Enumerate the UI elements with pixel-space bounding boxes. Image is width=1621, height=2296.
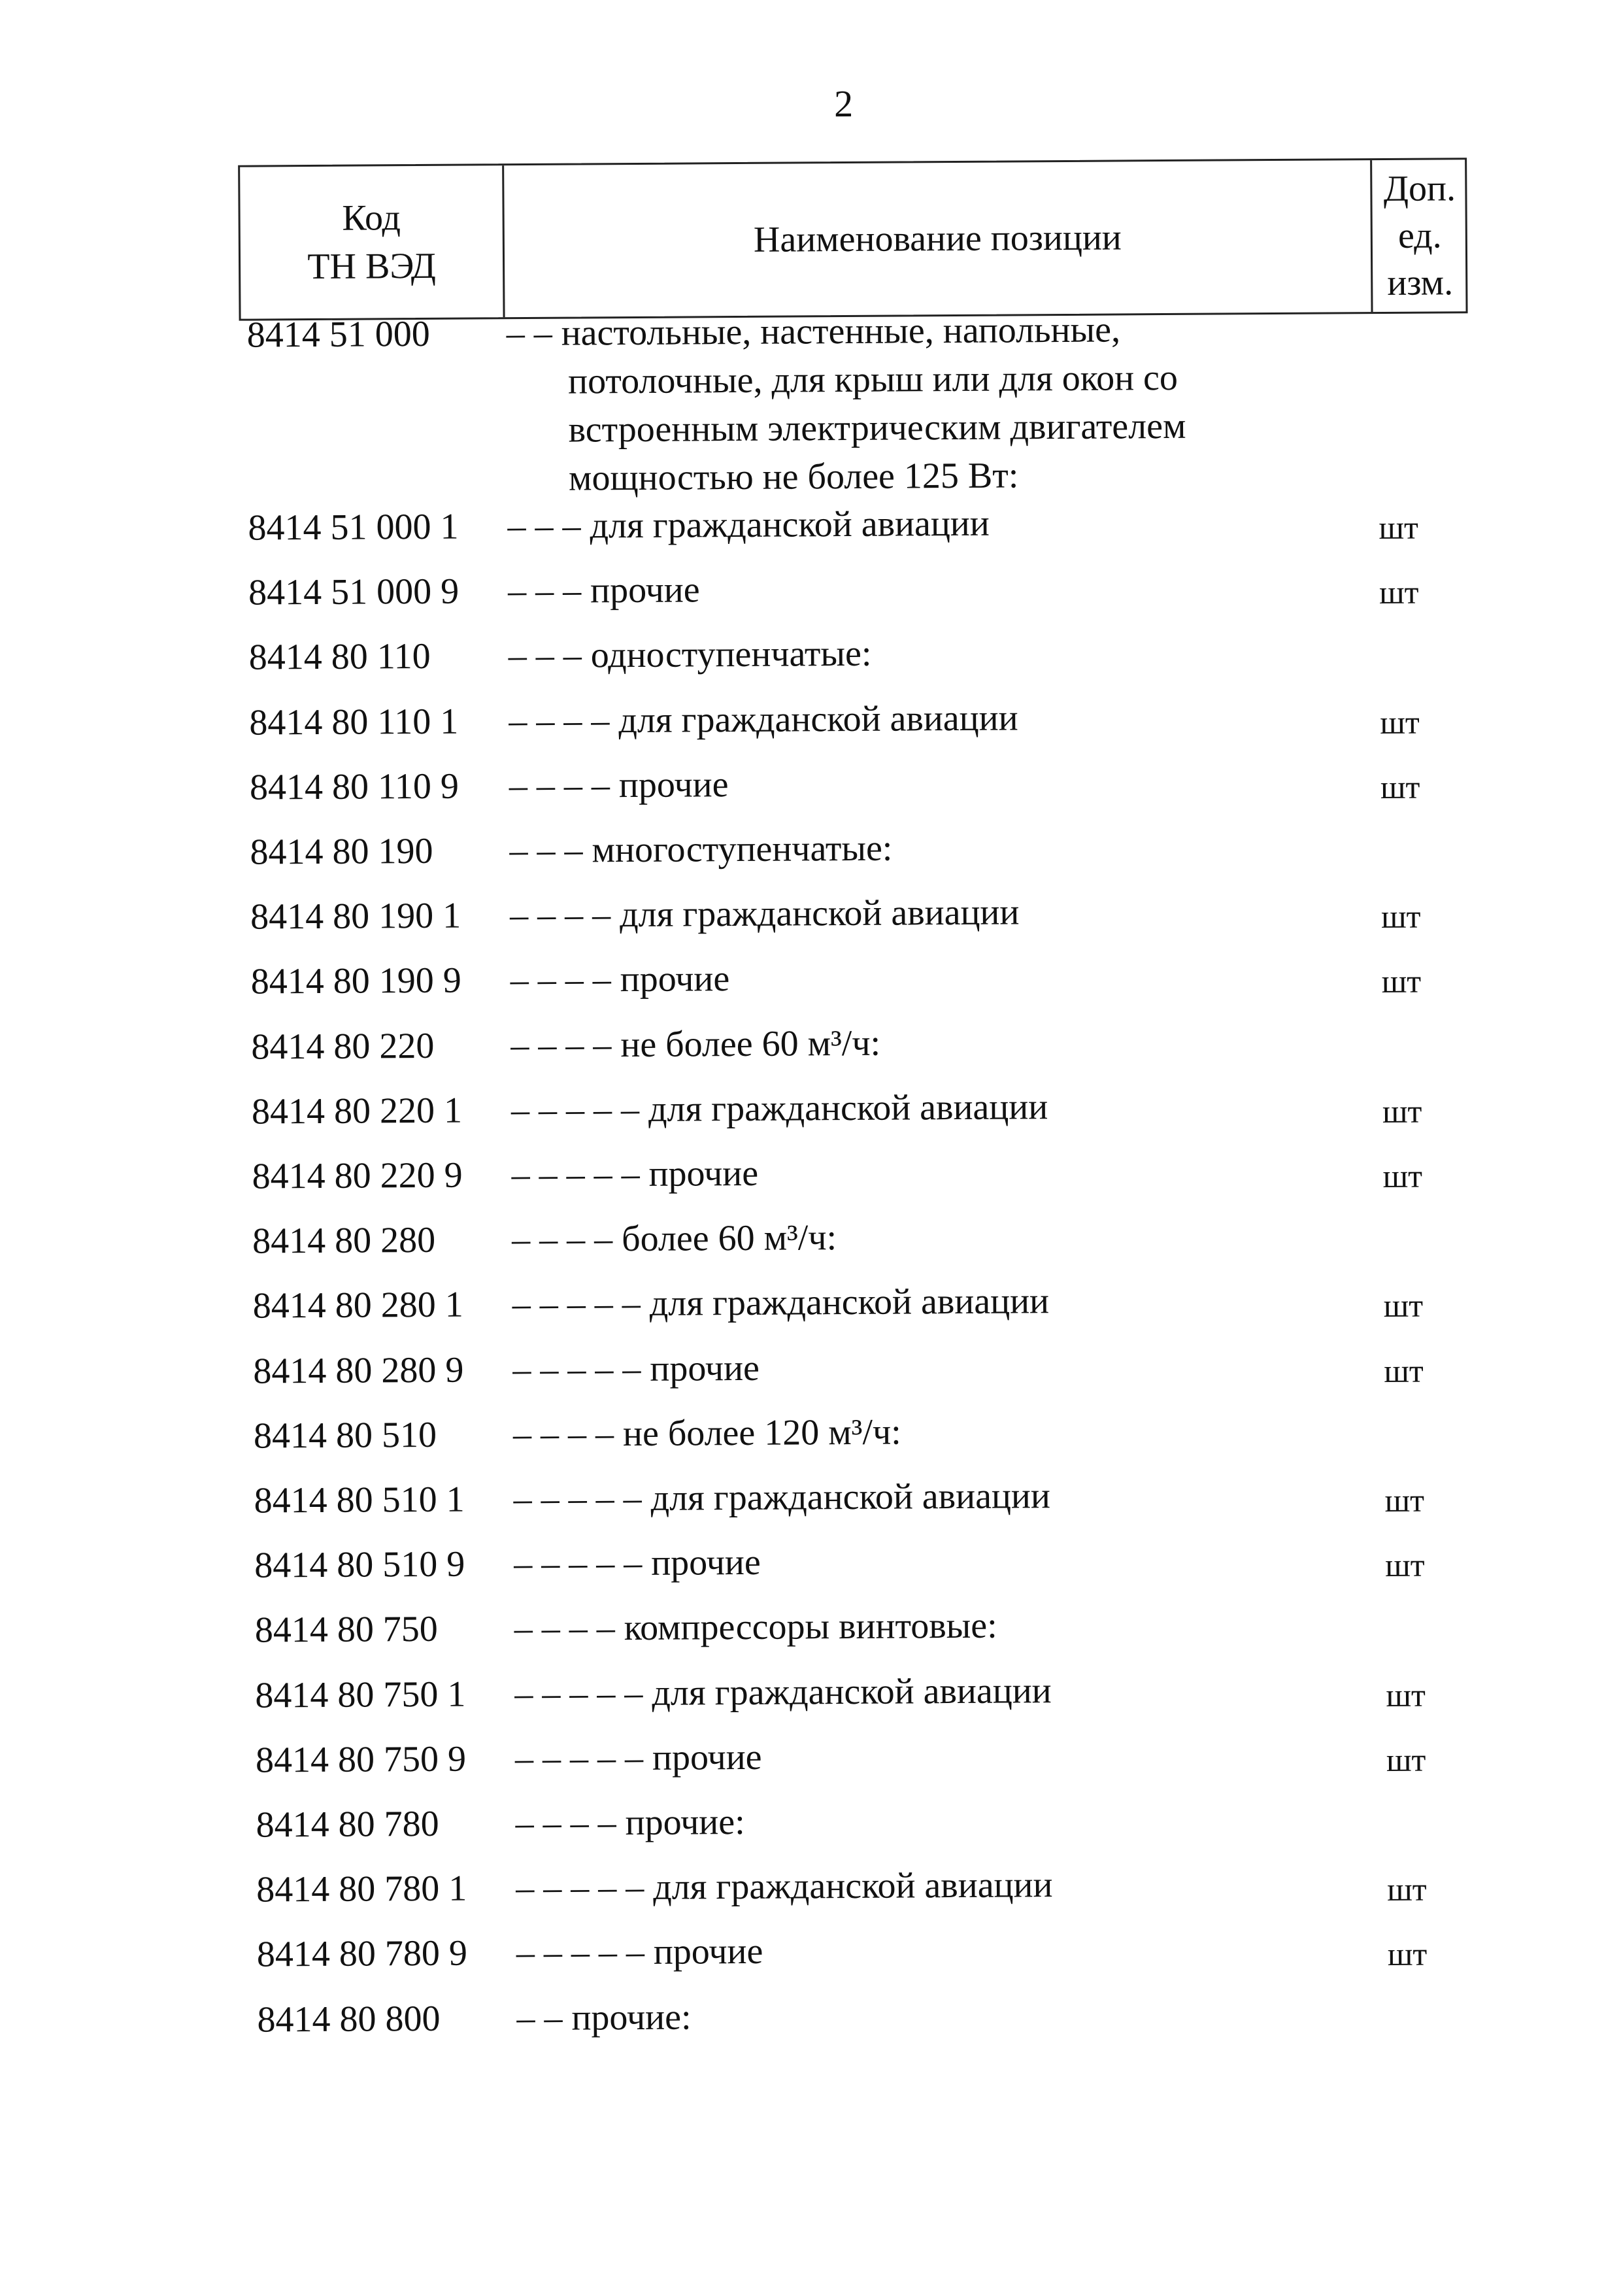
table-row bbox=[256, 1793, 1479, 1859]
header-unit-line3: изм. bbox=[1387, 262, 1454, 303]
table-row bbox=[252, 1209, 1475, 1275]
row-code: 8414 80 220 9 bbox=[252, 1155, 463, 1197]
row-unit: шт bbox=[1382, 1092, 1422, 1130]
row-code: 8414 80 750 bbox=[254, 1609, 439, 1651]
row-unit: шт bbox=[1387, 1870, 1427, 1908]
row-description: – – – прочие bbox=[507, 569, 700, 612]
table-row bbox=[253, 1340, 1476, 1406]
header-unit-line1: Доп. bbox=[1383, 168, 1456, 209]
row-code: 8414 80 750 1 bbox=[255, 1674, 466, 1716]
row-unit: шт bbox=[1384, 1481, 1425, 1519]
table-row bbox=[257, 1923, 1480, 1989]
page-number: 2 bbox=[833, 82, 854, 126]
table-row bbox=[254, 1404, 1477, 1470]
row-code: 8414 80 110 9 bbox=[249, 766, 460, 808]
row-code: 8414 80 190 9 bbox=[250, 960, 461, 1002]
table-row bbox=[255, 1599, 1478, 1665]
row-description-line: мощностью не более 125 Вт: bbox=[568, 455, 1019, 499]
row-description: – – – – для гражданской авиации bbox=[509, 892, 1020, 936]
table-row bbox=[248, 561, 1471, 627]
row-code: 8414 80 220 bbox=[251, 1025, 435, 1068]
row-description: – – – – – прочие bbox=[512, 1347, 760, 1390]
row-code: 8414 80 750 9 bbox=[255, 1738, 467, 1781]
row-description: – – – – – для гражданской авиации bbox=[512, 1281, 1050, 1325]
row-description: – – – – для гражданской авиации bbox=[509, 698, 1018, 741]
table-row bbox=[249, 691, 1472, 757]
row-code: 8414 80 110 bbox=[248, 636, 431, 678]
row-description: – – – – – для гражданской авиации bbox=[510, 1086, 1048, 1130]
row-code: 8414 80 280 1 bbox=[252, 1285, 463, 1326]
table-row bbox=[248, 496, 1471, 562]
row-description: – – – – – для гражданской авиации bbox=[516, 1865, 1053, 1909]
row-code: 8414 80 220 1 bbox=[251, 1090, 463, 1132]
table-row bbox=[249, 626, 1472, 692]
row-code: 8414 80 280 9 bbox=[253, 1349, 464, 1392]
table-header bbox=[238, 158, 1467, 320]
row-description: – – – – – для гражданской авиации bbox=[513, 1476, 1051, 1520]
header-code-line2: ТН ВЭД bbox=[307, 245, 437, 288]
row-unit: шт bbox=[1381, 898, 1421, 936]
row-code: 8414 51 000 1 bbox=[248, 506, 459, 549]
row-unit: шт bbox=[1380, 768, 1420, 805]
row-unit: шт bbox=[1386, 1741, 1426, 1778]
row-description-line: – – настольные, настенные, напольные, bbox=[506, 309, 1121, 354]
header-unit-line2: ед. bbox=[1397, 215, 1442, 256]
row-description: – – – многоступенчатые: bbox=[509, 828, 893, 871]
row-description: – – – – – прочие bbox=[514, 1542, 761, 1585]
header-code-cell bbox=[240, 165, 505, 318]
row-code: 8414 80 780 bbox=[256, 1803, 439, 1846]
row-unit: шт bbox=[1379, 573, 1419, 611]
row-code: 8414 80 110 1 bbox=[249, 701, 459, 743]
table-row bbox=[254, 1469, 1477, 1535]
row-unit: шт bbox=[1381, 963, 1422, 1000]
table-row bbox=[255, 1664, 1478, 1730]
row-code: 8414 80 780 1 bbox=[256, 1868, 467, 1910]
row-unit: шт bbox=[1380, 703, 1420, 741]
table-row bbox=[250, 756, 1473, 822]
table-row bbox=[256, 1858, 1479, 1924]
row-description: – – – – – прочие bbox=[514, 1736, 762, 1779]
row-code: 8414 80 190 1 bbox=[250, 895, 461, 937]
row-description: – – – для гражданской авиации bbox=[507, 503, 990, 547]
row-code: 8414 80 800 bbox=[257, 1998, 441, 2040]
row-code: 8414 80 510 1 bbox=[254, 1479, 465, 1521]
row-unit: шт bbox=[1386, 1676, 1426, 1714]
row-unit: шт bbox=[1385, 1546, 1425, 1584]
header-name: Наименование позиции bbox=[753, 217, 1122, 260]
row-code: 8414 51 000 bbox=[246, 313, 430, 356]
row-description: – – прочие: bbox=[516, 1997, 692, 2038]
header-name-cell bbox=[504, 160, 1373, 317]
table-row bbox=[251, 951, 1474, 1017]
row-description-line: потолочные, для крыш или для окон со bbox=[567, 357, 1178, 402]
row-description: – – – – – прочие bbox=[516, 1931, 763, 1974]
table-row bbox=[257, 1988, 1480, 2054]
table-row bbox=[254, 1534, 1477, 1600]
row-description: – – – одноступенчатые: bbox=[508, 633, 872, 677]
row-description-line: встроенным электрическим двигателем bbox=[568, 405, 1186, 450]
row-unit: шт bbox=[1387, 1936, 1428, 1973]
row-description: – – – – прочие bbox=[510, 958, 730, 1001]
row-unit: шт bbox=[1384, 1352, 1424, 1389]
row-description: – – – – прочие bbox=[509, 764, 729, 806]
row-description: – – – – прочие: bbox=[515, 1802, 745, 1844]
row-description: – – – – не более 120 м³/ч: bbox=[512, 1411, 901, 1455]
row-unit: шт bbox=[1382, 1157, 1423, 1195]
row-code: 8414 80 510 9 bbox=[254, 1544, 465, 1586]
table-row bbox=[256, 1729, 1479, 1795]
row-code: 8414 80 780 9 bbox=[256, 1933, 468, 1975]
table-row bbox=[250, 885, 1473, 951]
table-row bbox=[250, 820, 1473, 886]
table-row bbox=[252, 1145, 1475, 1211]
table-row bbox=[247, 303, 1471, 507]
header-unit-cell bbox=[1372, 160, 1467, 312]
row-description bbox=[506, 305, 1186, 503]
table-row bbox=[253, 1275, 1476, 1341]
header-code-line1: Код bbox=[342, 197, 401, 239]
row-code: 8414 51 000 9 bbox=[248, 571, 460, 613]
row-description: – – – – более 60 м³/ч: bbox=[512, 1217, 837, 1260]
row-code: 8414 80 280 bbox=[252, 1220, 436, 1262]
row-description: – – – – – прочие bbox=[511, 1153, 759, 1196]
row-description: – – – – не более 60 м³/ч: bbox=[510, 1022, 881, 1066]
table-row bbox=[252, 1080, 1475, 1146]
row-unit: шт bbox=[1383, 1287, 1424, 1325]
row-description: – – – – – для гражданской авиации bbox=[514, 1670, 1052, 1714]
row-code: 8414 80 510 bbox=[253, 1414, 437, 1457]
row-description: – – – – компрессоры винтовые: bbox=[514, 1606, 997, 1649]
table-row bbox=[251, 1015, 1474, 1081]
row-code: 8414 80 190 bbox=[250, 830, 433, 873]
row-unit: шт bbox=[1379, 509, 1419, 547]
